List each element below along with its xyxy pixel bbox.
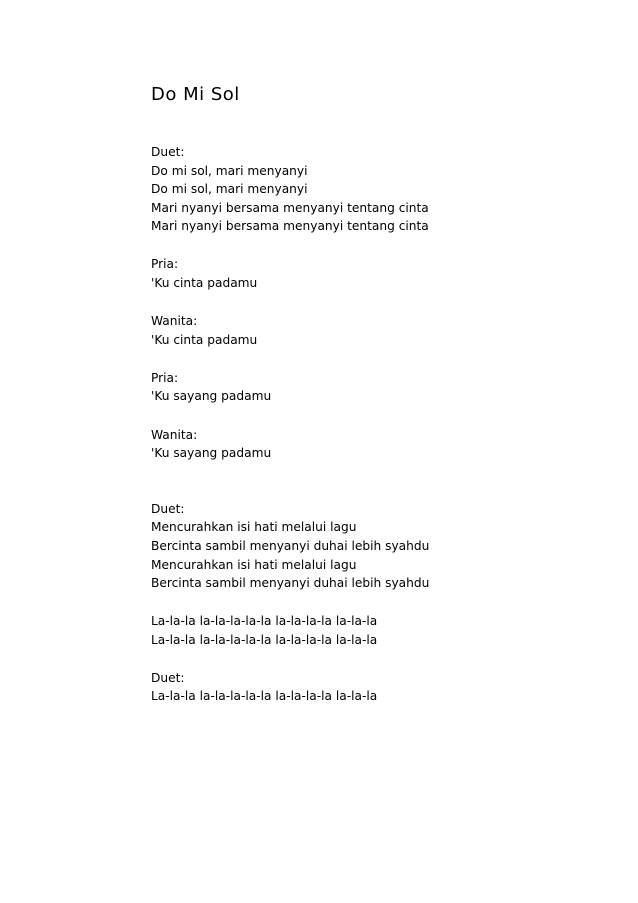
lyric-line: La-la-la la-la-la-la-la la-la-la-la la-la-la [151, 632, 378, 647]
lyrics-section-duet-intro [151, 143, 429, 236]
lyric-line: Wanita: [151, 427, 198, 442]
section-spacer [151, 593, 429, 613]
lyric-line: 'Ku cinta padamu [151, 276, 258, 291]
section-spacer [151, 406, 429, 426]
lyrics-section-wanita-2 [151, 426, 429, 463]
lyric-line: Duet: [151, 501, 185, 516]
lyric-line: Duet: [151, 145, 185, 159]
lyric-line: Duet: [151, 670, 185, 685]
lyric-line: Mari nyanyi bersama menyanyi tentang cinta [151, 200, 429, 215]
lyrics-body [151, 143, 429, 706]
lyric-line: 'Ku sayang padamu [151, 389, 272, 404]
lyric-line: Do mi sol, mari menyanyi [151, 182, 308, 197]
lyrics-section-duet-outro [151, 669, 429, 706]
lyric-line: Mencurahkan isi hati melalui lagu [151, 557, 357, 572]
lyric-line: La-la-la la-la-la-la-la la-la-la-la la-la-la [151, 689, 378, 704]
lyric-line: 'Ku sayang padamu [151, 446, 272, 461]
song-title: Do Mi Sol [151, 84, 240, 105]
lyrics-section-duet-2 [151, 500, 429, 593]
lyric-line: Mari nyanyi bersama menyanyi tentang cinta [151, 219, 429, 234]
lyric-line: Wanita: [151, 314, 198, 329]
lyric-line: Mencurahkan isi hati melalui lagu [151, 520, 357, 535]
section-spacer [151, 349, 429, 369]
lyrics-section-pria-1 [151, 255, 429, 292]
lyrics-section-wanita-1 [151, 312, 429, 349]
lyric-line: Do mi sol, mari menyanyi [151, 163, 308, 178]
section-spacer [151, 236, 429, 256]
lyric-line: Bercinta sambil menyanyi duhai lebih syahdu [151, 576, 430, 591]
section-spacer [151, 463, 429, 500]
lyric-line: Bercinta sambil menyanyi duhai lebih syahdu [151, 538, 430, 553]
lyrics-section-pria-2 [151, 369, 429, 406]
lyrics-section-la-la [151, 612, 429, 649]
lyric-line: Pria: [151, 257, 179, 272]
section-spacer [151, 293, 429, 313]
lyric-line: Pria: [151, 370, 179, 385]
lyric-line: 'Ku cinta padamu [151, 332, 258, 347]
lyric-line: La-la-la la-la-la-la-la la-la-la-la la-la-la [151, 614, 378, 629]
section-spacer [151, 649, 429, 669]
